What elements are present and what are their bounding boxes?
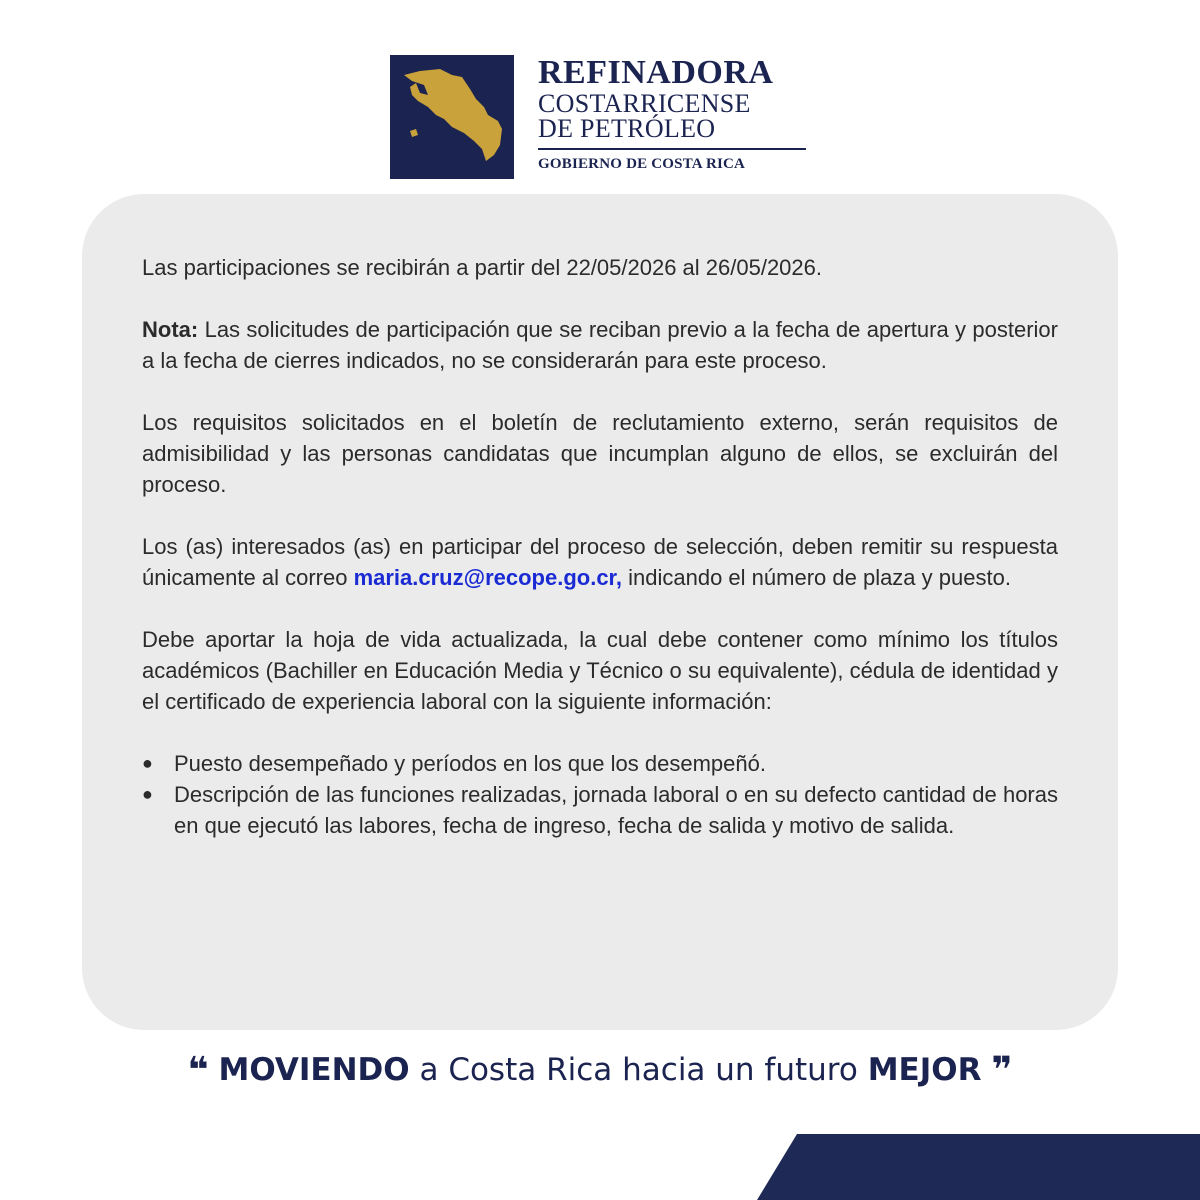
close-quote-icon: ❞ [991,1050,1013,1091]
recope-logo [390,55,820,180]
logo-divider [538,148,806,150]
list-item [142,779,1058,841]
costa-rica-map-logo-icon [390,55,514,179]
logo-wordmark [538,55,818,173]
decorative-footer-bar [757,1134,1200,1200]
slogan [0,1048,1200,1093]
note-paragraph [142,314,1058,376]
announcement-body [142,252,1058,841]
cv-paragraph: Debe aportar la hoja de vida actualizada, la cual debe contener como mínimo los títulos académicos (Bachiller en Educación Media y Técnico o su equivalente), cédula de identidad y el certificado de experiencia laboral con la siguiente información: [142,627,1058,714]
logo-line-4: GOBIERNO DE COSTA RICA [538,156,746,172]
slogan-word-moviendo: MOVIENDO [218,1052,410,1088]
note-text: Las solicitudes de participación que se reciban previo a la fecha de apertura y posterior a la fecha de cierres indicados, no se considerarán para este proceso. [142,317,1058,373]
submission-text-after: indicando el número de plaza y puesto. [622,565,1011,590]
note-label: Nota: [142,317,199,342]
list-item-text: Puesto desempeñado y períodos en los que los desempeñó. [174,751,766,776]
submission-paragraph [142,531,1058,593]
bullet-icon: ● [142,784,153,804]
list-item [142,748,1058,779]
logo-line-2: COSTARRICENSE [538,89,751,118]
participation-dates-paragraph: Las participaciones se recibirán a partir del 22/05/2026 al 26/05/2026. [142,255,823,280]
experience-requirements-list [142,748,1058,841]
list-item-text: Descripción de las funciones realizadas, jornada laboral o en su defecto cantidad de horas en que ejecutó las labores, fecha de ingreso, fecha de salida y motivo de salida. [174,782,1058,838]
announcement-card [82,194,1118,1030]
slogan-middle-text: a Costa Rica hacia un futuro [409,1052,868,1088]
submission-text-before: Los (as) interesados (as) en participar del proceso de selección, deben remitir su respuesta únicamente al correo [142,534,1058,590]
logo-line-3: DE PETRÓLEO [538,114,716,143]
slogan-word-mejor: MEJOR [867,1052,982,1088]
requirements-paragraph: Los requisitos solicitados en el boletín de reclutamiento externo, serán requisitos de admisibilidad y las personas candidatas que incumplan alguno de ellos, se excluirán del proceso. [142,410,1058,497]
logo-line-1: REFINADORA [538,54,774,91]
open-quote-icon: ❝ [187,1050,209,1091]
contact-email-link[interactable]: maria.cruz@recope.go.cr, [353,565,623,590]
bullet-icon: ● [142,753,153,773]
